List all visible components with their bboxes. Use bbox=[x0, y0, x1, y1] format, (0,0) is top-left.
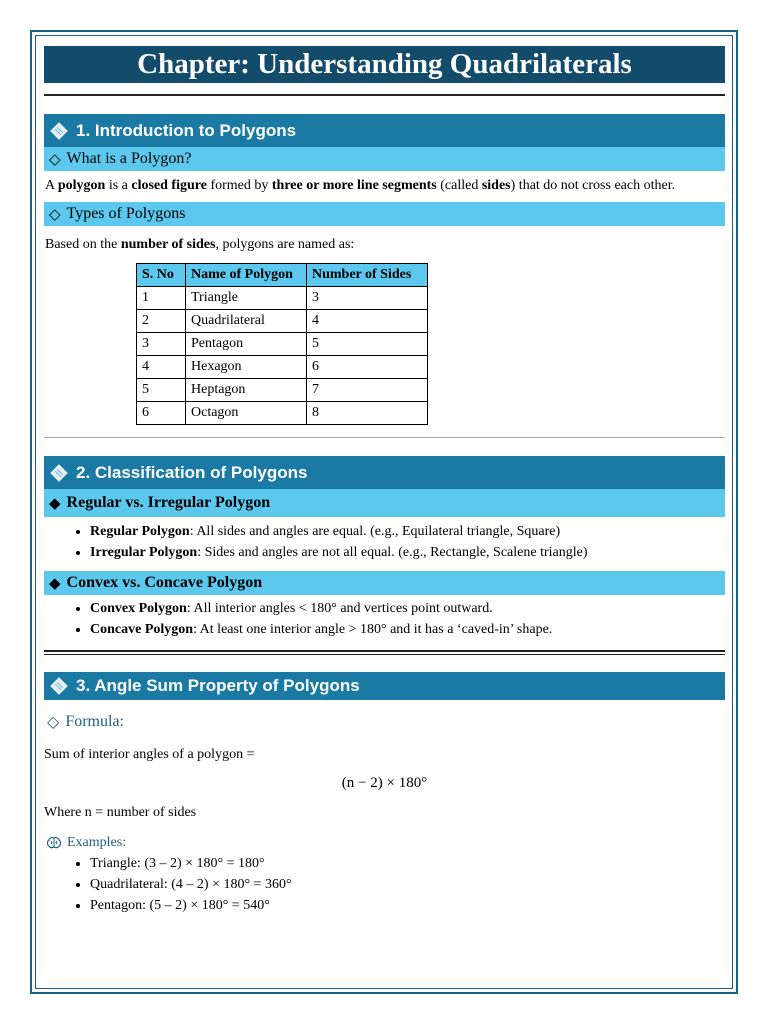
section-3-header bbox=[44, 672, 725, 700]
convex-concave-list bbox=[44, 598, 725, 640]
page-title: Chapter: Understanding Quadrilaterals bbox=[44, 46, 725, 83]
formula-where: Where n = number of sides bbox=[44, 805, 197, 820]
diamond-outline-icon: ◇ bbox=[49, 151, 61, 168]
list-item: • Convex Polygon: All interior angles < 180° and vertices point outward. bbox=[90, 598, 725, 619]
diamond-icon bbox=[50, 464, 68, 482]
list-item: • Irregular Polygon: Sides and angles are not all equal. (e.g., Rectangle, Scalene triangle) bbox=[90, 542, 725, 563]
table-row: 6 Octagon 8 bbox=[137, 402, 428, 425]
section-1-title: 1. Introduction to Polygons bbox=[76, 120, 297, 140]
subsection-title: Types of Polygons bbox=[66, 205, 186, 222]
table-row: 1 Triangle 3 bbox=[137, 287, 428, 310]
brain-icon bbox=[46, 836, 62, 850]
diamond-outline-icon: ◇ bbox=[49, 206, 61, 223]
subsection-types-of-polygons bbox=[44, 202, 725, 226]
table-header: S. No bbox=[137, 264, 186, 287]
list-item: • Quadrilateral: (4 – 2) × 180° = 360° bbox=[90, 874, 725, 895]
document-content bbox=[44, 46, 725, 916]
table-row: 5 Heptagon 7 bbox=[137, 379, 428, 402]
table-header-row bbox=[137, 264, 428, 287]
diamond-icon bbox=[50, 677, 68, 695]
section-3-title: 3. Angle Sum Property of Polygons bbox=[76, 676, 360, 695]
subsection-regular-irregular bbox=[44, 489, 725, 517]
examples-heading: Examples: bbox=[44, 835, 725, 851]
section-divider bbox=[44, 437, 725, 438]
subsection-title: What is a Polygon? bbox=[66, 150, 192, 167]
angle-sum-formula: (n − 2) × 180° bbox=[341, 775, 428, 791]
polygon-types-table bbox=[136, 263, 428, 425]
examples-list bbox=[44, 853, 725, 916]
list-item: • Regular Polygon: All sides and angles are equal. (e.g., Equilateral triangle, Square) bbox=[90, 521, 725, 542]
table-header: Name of Polygon bbox=[186, 264, 307, 287]
list-item: • Concave Polygon: At least one interior angle > 180° and it has a ‘caved-in’ shape. bbox=[90, 619, 725, 640]
table-header: Number of Sides bbox=[307, 264, 428, 287]
regular-irregular-list bbox=[44, 521, 725, 563]
polygon-definition: A polygon is a closed figure formed by three or more line segments (called sides) that do not cross each other. bbox=[45, 178, 676, 193]
section-divider bbox=[44, 650, 725, 655]
diamond-icon bbox=[50, 122, 68, 140]
section-2-title: 2. Classification of Polygons bbox=[76, 462, 308, 482]
table-row: 3 Pentagon 5 bbox=[137, 333, 428, 356]
subsection-what-is-polygon bbox=[44, 147, 725, 171]
section-1-header bbox=[44, 114, 725, 147]
section-2-header bbox=[44, 456, 725, 489]
formula-intro: Sum of interior angles of a polygon = bbox=[44, 747, 255, 762]
diamond-filled-icon: ◆ bbox=[49, 495, 61, 512]
diamond-outline-icon: ◇ bbox=[47, 714, 60, 731]
diamond-filled-icon: ◆ bbox=[49, 575, 61, 592]
list-item: • Triangle: (3 – 2) × 180° = 180° bbox=[90, 853, 725, 874]
formula-heading: ◇ Formula: bbox=[47, 713, 124, 731]
list-item: • Pentagon: (5 – 2) × 180° = 540° bbox=[90, 895, 725, 916]
subsection-title: Regular vs. Irregular Polygon bbox=[66, 494, 271, 511]
table-row: 4 Hexagon 6 bbox=[137, 356, 428, 379]
types-intro: Based on the number of sides, polygons are named as: bbox=[45, 237, 355, 252]
subsection-convex-concave bbox=[44, 571, 725, 595]
subsection-title: Convex vs. Concave Polygon bbox=[66, 574, 263, 591]
title-divider bbox=[44, 94, 725, 96]
table-row: 2 Quadrilateral 4 bbox=[137, 310, 428, 333]
